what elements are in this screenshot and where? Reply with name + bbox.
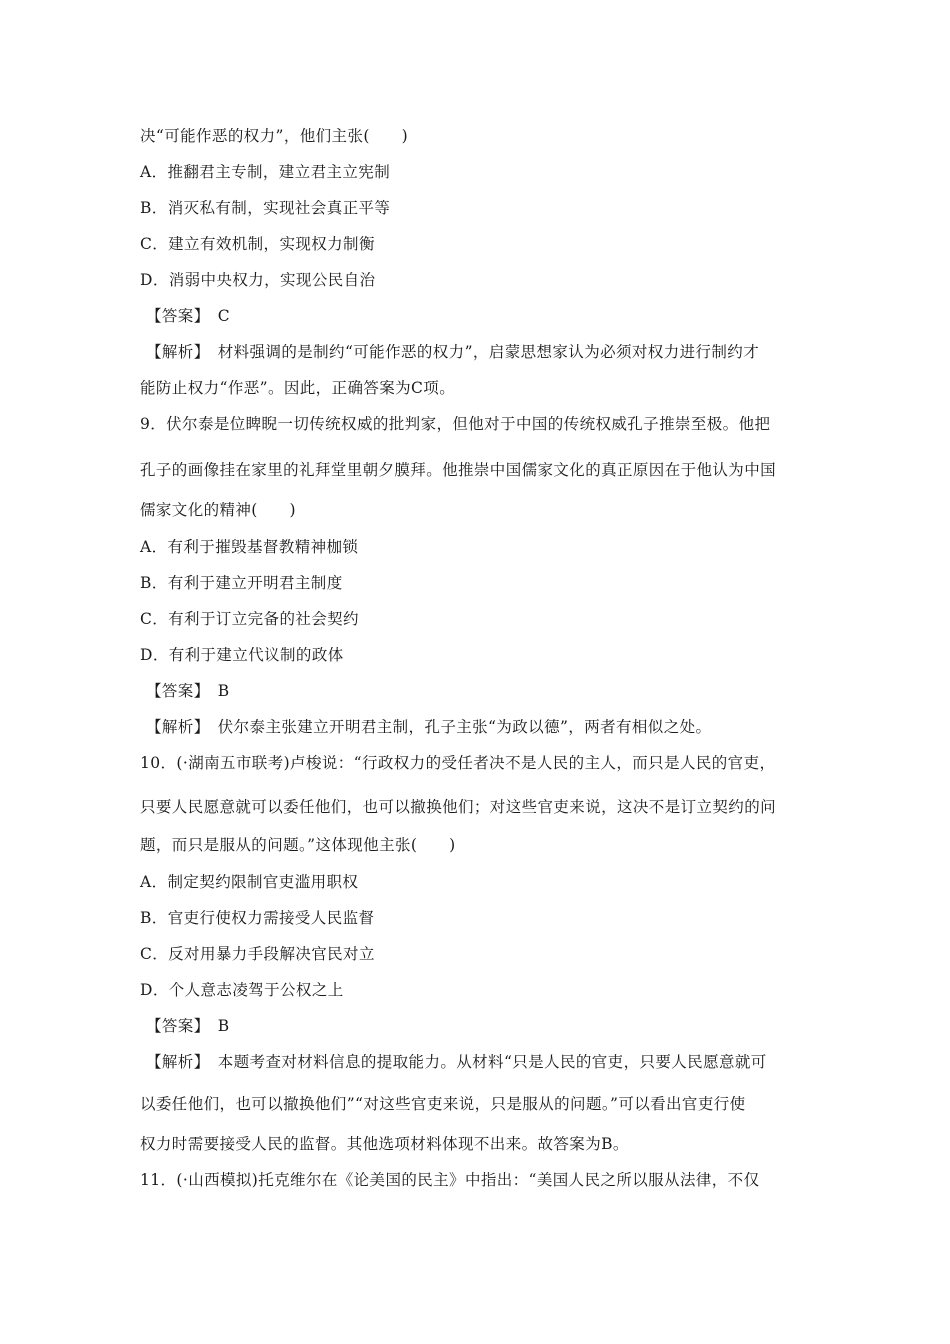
answer-line: 【答案】 C <box>146 307 231 325</box>
answer-line: 【答案】 B <box>146 1017 230 1035</box>
text-line: 儒家文化的精神( ) <box>140 501 296 519</box>
text-line: 只要人民愿意就可以委任他们，也可以撤换他们；对这些官吏来说，这决不是订立契约的问 <box>140 798 777 816</box>
question-9: 9．伏尔泰是位睥睨一切传统权威的批判家，但他对于中国的传统权威孔子推崇至极。他把 <box>140 415 771 433</box>
analysis-line: 【解析】 伏尔泰主张建立开明君主制，孔子主张“为政以德”，两者有相似之处。 <box>146 718 712 736</box>
option-b: B．消灭私有制，实现社会真正平等 <box>140 199 391 217</box>
option-b: B．官吏行使权力需接受人民监督 <box>140 909 375 927</box>
analysis-line: 【解析】 本题考查对材料信息的提取能力。从材料“只是人民的官吏，只要人民愿意就可 <box>146 1053 767 1071</box>
option-d: D．消弱中央权力，实现公民自治 <box>140 271 376 289</box>
text-line: 能防止权力“作恶”。因此，正确答案为C项。 <box>140 379 456 397</box>
text-line: 孔子的画像挂在家里的礼拜堂里朝夕膜拜。他推崇中国儒家文化的真正原因在于他认为中国 <box>140 461 777 479</box>
question-11: 11．(·山西模拟)托克维尔在《论美国的民主》中指出：“美国人民之所以服从法律，不仅 <box>140 1171 760 1189</box>
option-a: A．制定契约限制官吏滥用职权 <box>140 873 359 891</box>
option-c: C．有利于订立完备的社会契约 <box>140 610 359 628</box>
option-a: A．推翻君主专制，建立君主立宪制 <box>140 163 391 181</box>
text-line: 题，而只是服从的问题。”这体现他主张( ) <box>140 836 456 854</box>
option-d: D．有利于建立代议制的政体 <box>140 646 344 664</box>
option-c: C．反对用暴力手段解决官民对立 <box>140 945 375 963</box>
option-a: A．有利于摧毁基督教精神枷锁 <box>140 538 359 556</box>
question-10: 10．(·湖南五市联考)卢梭说：“行政权力的受任者决不是人民的主人，而只是人民的官吏， <box>140 754 776 772</box>
option-c: C．建立有效机制，实现权力制衡 <box>140 235 375 253</box>
option-d: D．个人意志凌驾于公权之上 <box>140 981 344 999</box>
text-line: 以委任他们，也可以撤换他们”“对这些官吏来说，只是服从的问题。”可以看出官吏行使 <box>140 1095 746 1113</box>
option-b: B．有利于建立开明君主制度 <box>140 574 343 592</box>
analysis-line: 【解析】 材料强调的是制约“可能作恶的权力”，启蒙思想家认为必须对权力进行制约才 <box>146 343 760 361</box>
answer-line: 【答案】 B <box>146 682 230 700</box>
text-line: 权力时需要接受人民的监督。其他选项材料体现不出来。故答案为B。 <box>140 1135 629 1153</box>
text-line: 决“可能作恶的权力”，他们主张( ) <box>140 127 409 145</box>
